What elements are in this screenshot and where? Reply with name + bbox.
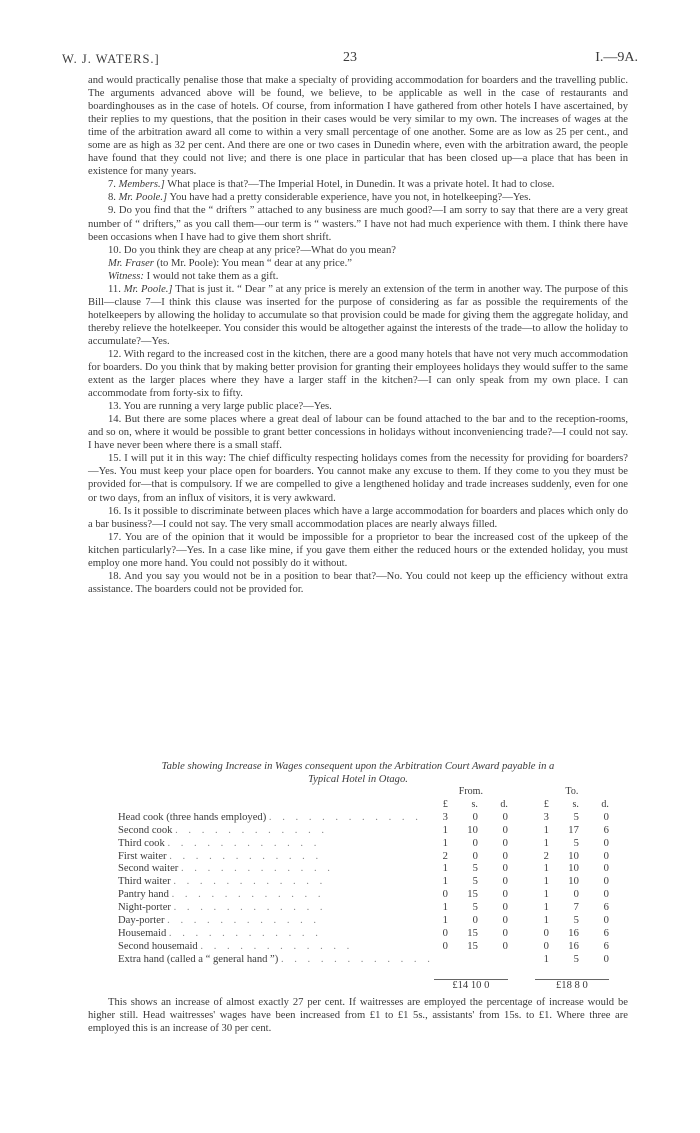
- wages-table: [118, 786, 609, 992]
- paragraph: 18. And you say you would not be in a position to bear that?—No. You could not keep up the efficiency without extra assistance. The boarders could not be provided for.: [88, 570, 628, 595]
- paragraph: Witness: I would not take them as a gift.: [108, 270, 279, 282]
- paragraph: 11. Mr. Poole.] That is just it. “ Dear ” at any price is merely an extension of the term in another way. The purpose of this Bill—clause 7—I think this clause was inserted for the purpose of considering as far as possible the requirements of the hotelkeepers by allowing the holiday to accumulate so that provision could be made for giving them the aggregate holiday, and thereby relieve the hotelkeeper. You consider this would be altogether against the interests of the trade—to allow the holiday to accumulate?—Yes.: [88, 283, 628, 347]
- running-header: [62, 52, 638, 72]
- paragraph: 10. Do you think they are cheap at any price?—What do you mean?: [108, 244, 396, 256]
- table-row: Pantry hand . . . . . . . . . . . . 0 15 0 1 0 0: [118, 889, 609, 901]
- to-header: To.: [565, 786, 579, 797]
- total-rule-row: [118, 967, 609, 980]
- table-row: Head cook (three hands employed) . . . . . . . . . . . . 3 0 0 3 5 0: [118, 811, 609, 823]
- table-row: Extra hand (called a “ general hand ”) . . . . . . . . . . . . 1 5 0: [118, 953, 609, 965]
- closing-paragraph: This shows an increase of almost exactly 27 per cent. If waitresses are employed the percentage of increase would be higher still. Head waitresses' wages have been increased from £1 to £1 5s., assistants' from 15s. to £1. Where three are employed this is an increase of 30 per cent.: [88, 997, 628, 1035]
- table-row: Second housemaid . . . . . . . . . . . . 0 15 0 0 16 6: [118, 940, 609, 952]
- total-to: £18 8 0: [555, 979, 588, 991]
- paragraph: 16. Is it possible to discriminate between places which have a large accommodation for boarders and places which only do a bar business?—I could not say. The very small accommodation places are nearly always filled.: [88, 505, 628, 530]
- units-header: £ s. d. £ s. d.: [442, 798, 609, 810]
- total-row: [118, 980, 609, 993]
- table-caption: Table showing Increase in Wages consequent upon the Arbitration Court Award payable in a Typical Hotel in Otago.: [161, 761, 555, 785]
- table-row: Second cook . . . . . . . . . . . . 1 10 0 1 17 6: [118, 824, 609, 836]
- table-row: Night-porter . . . . . . . . . . . . 1 5 0 1 7 6: [118, 902, 609, 914]
- total-from: £14 10 0: [452, 979, 490, 991]
- paper-reference: I.—9A.: [595, 50, 638, 65]
- page-number: 23: [343, 50, 357, 65]
- paragraph: and would practically penalise those that make a specialty of providing accommodation for boarders and the travelling public. The arguments advanced above will be found, we believe, to be applicable as well in the case of restaurants and boardinghouses as in the case of hotels. Of course, from information I have gathered from other hotels I have ascertained, by their replies to my questions, that the position in their cases would be very similar to my own. The increases of wages at the time of the arbitration award all come to within a very small percentage of one another. Some are as low as 25 per cent., and some are as high as 32 per cent. And there are one or two cases in Dunedin where, even with the arbitration award, the people have found that they could not live; and there is one place in particular that has been closed up—a place that has been in existence for many years.: [88, 75, 628, 178]
- paragraph: 15. I will put it in this way: The chief difficulty respecting holidays comes from the necessity for providing for boarders?—Yes. You must keep your place open for boarders. You cannot make any excuse to them. If they come to you they must be provided for—that is compulsory. If we are compelled to give a lengthened holiday and trade increases suddenly, even for one or two days, from an influx of visitors, it is very awkward.: [88, 453, 628, 504]
- paragraph: 8. Mr. Poole.] You have had a pretty considerable experience, have you not, in hotelkeeping?—Yes.: [108, 192, 531, 204]
- paragraph: 17. You are of the opinion that it would be impossible for a proprietor to bear the increased cost of the upkeep of the kitchen particularly?—Yes. In a case like mine, if you gave them either the reduced hours or the extended holiday, you must employ one more hand. You could not possibly do it without.: [88, 531, 628, 569]
- column-group-header: [118, 786, 609, 799]
- table-row: Day-porter . . . . . . . . . . . . 1 0 0 1 5 0: [118, 915, 609, 927]
- table-row: First waiter . . . . . . . . . . . . 2 0 0 2 10 0: [118, 850, 609, 862]
- paragraph: 14. But there are some places where a great deal of labour can be found attached to the bar and to the reception-rooms, and so on, where it would be possible to grant better concessions in holidays without inconveniencing trade?—I could not say. I have never been where there is a small staff.: [88, 414, 628, 452]
- table-row: Second waiter . . . . . . . . . . . . 1 5 0 1 10 0: [118, 863, 609, 875]
- paragraph: 12. With regard to the increased cost in the kitchen, there are a good many hotels that have not very much accommodation for boarders. Do you think that by making better provision for granting their employees holidays they would suffer to the same extent as the larger places where they have a larger staff in the kitchen?—I can only speak from my own place. I can accommodate from forty-six to fifty.: [88, 348, 628, 400]
- paragraph: Mr. Fraser (to Mr. Poole): You mean “ dear at any price.”: [108, 257, 352, 269]
- paragraph: 7. Members.] What place is that?—The Imperial Hotel, in Dunedin. It was a private hotel. It had to close.: [108, 179, 555, 191]
- paragraph: 9. Do you find that the “ drifters ” attached to any business are much good?—I am sorry to say that there are a very great number of “ drifters,” as you call them—our term is “ wasters.” I have not had much experience with them. I think there have been occasions when I have had to give them short shrift.: [88, 205, 628, 243]
- evidence-body: [88, 74, 628, 596]
- header-witness: W. J. WATERS.]: [62, 52, 160, 66]
- paragraph: 13. You are running a very large public place?—Yes.: [108, 401, 332, 413]
- table-row: Third cook . . . . . . . . . . . . 1 0 0 1 5 0: [118, 837, 609, 849]
- from-header: From.: [458, 786, 483, 797]
- table-row: Third waiter . . . . . . . . . . . . 1 5 0 1 10 0: [118, 876, 609, 888]
- table-row: Housemaid . . . . . . . . . . . . 0 15 0 0 16 6: [118, 927, 609, 939]
